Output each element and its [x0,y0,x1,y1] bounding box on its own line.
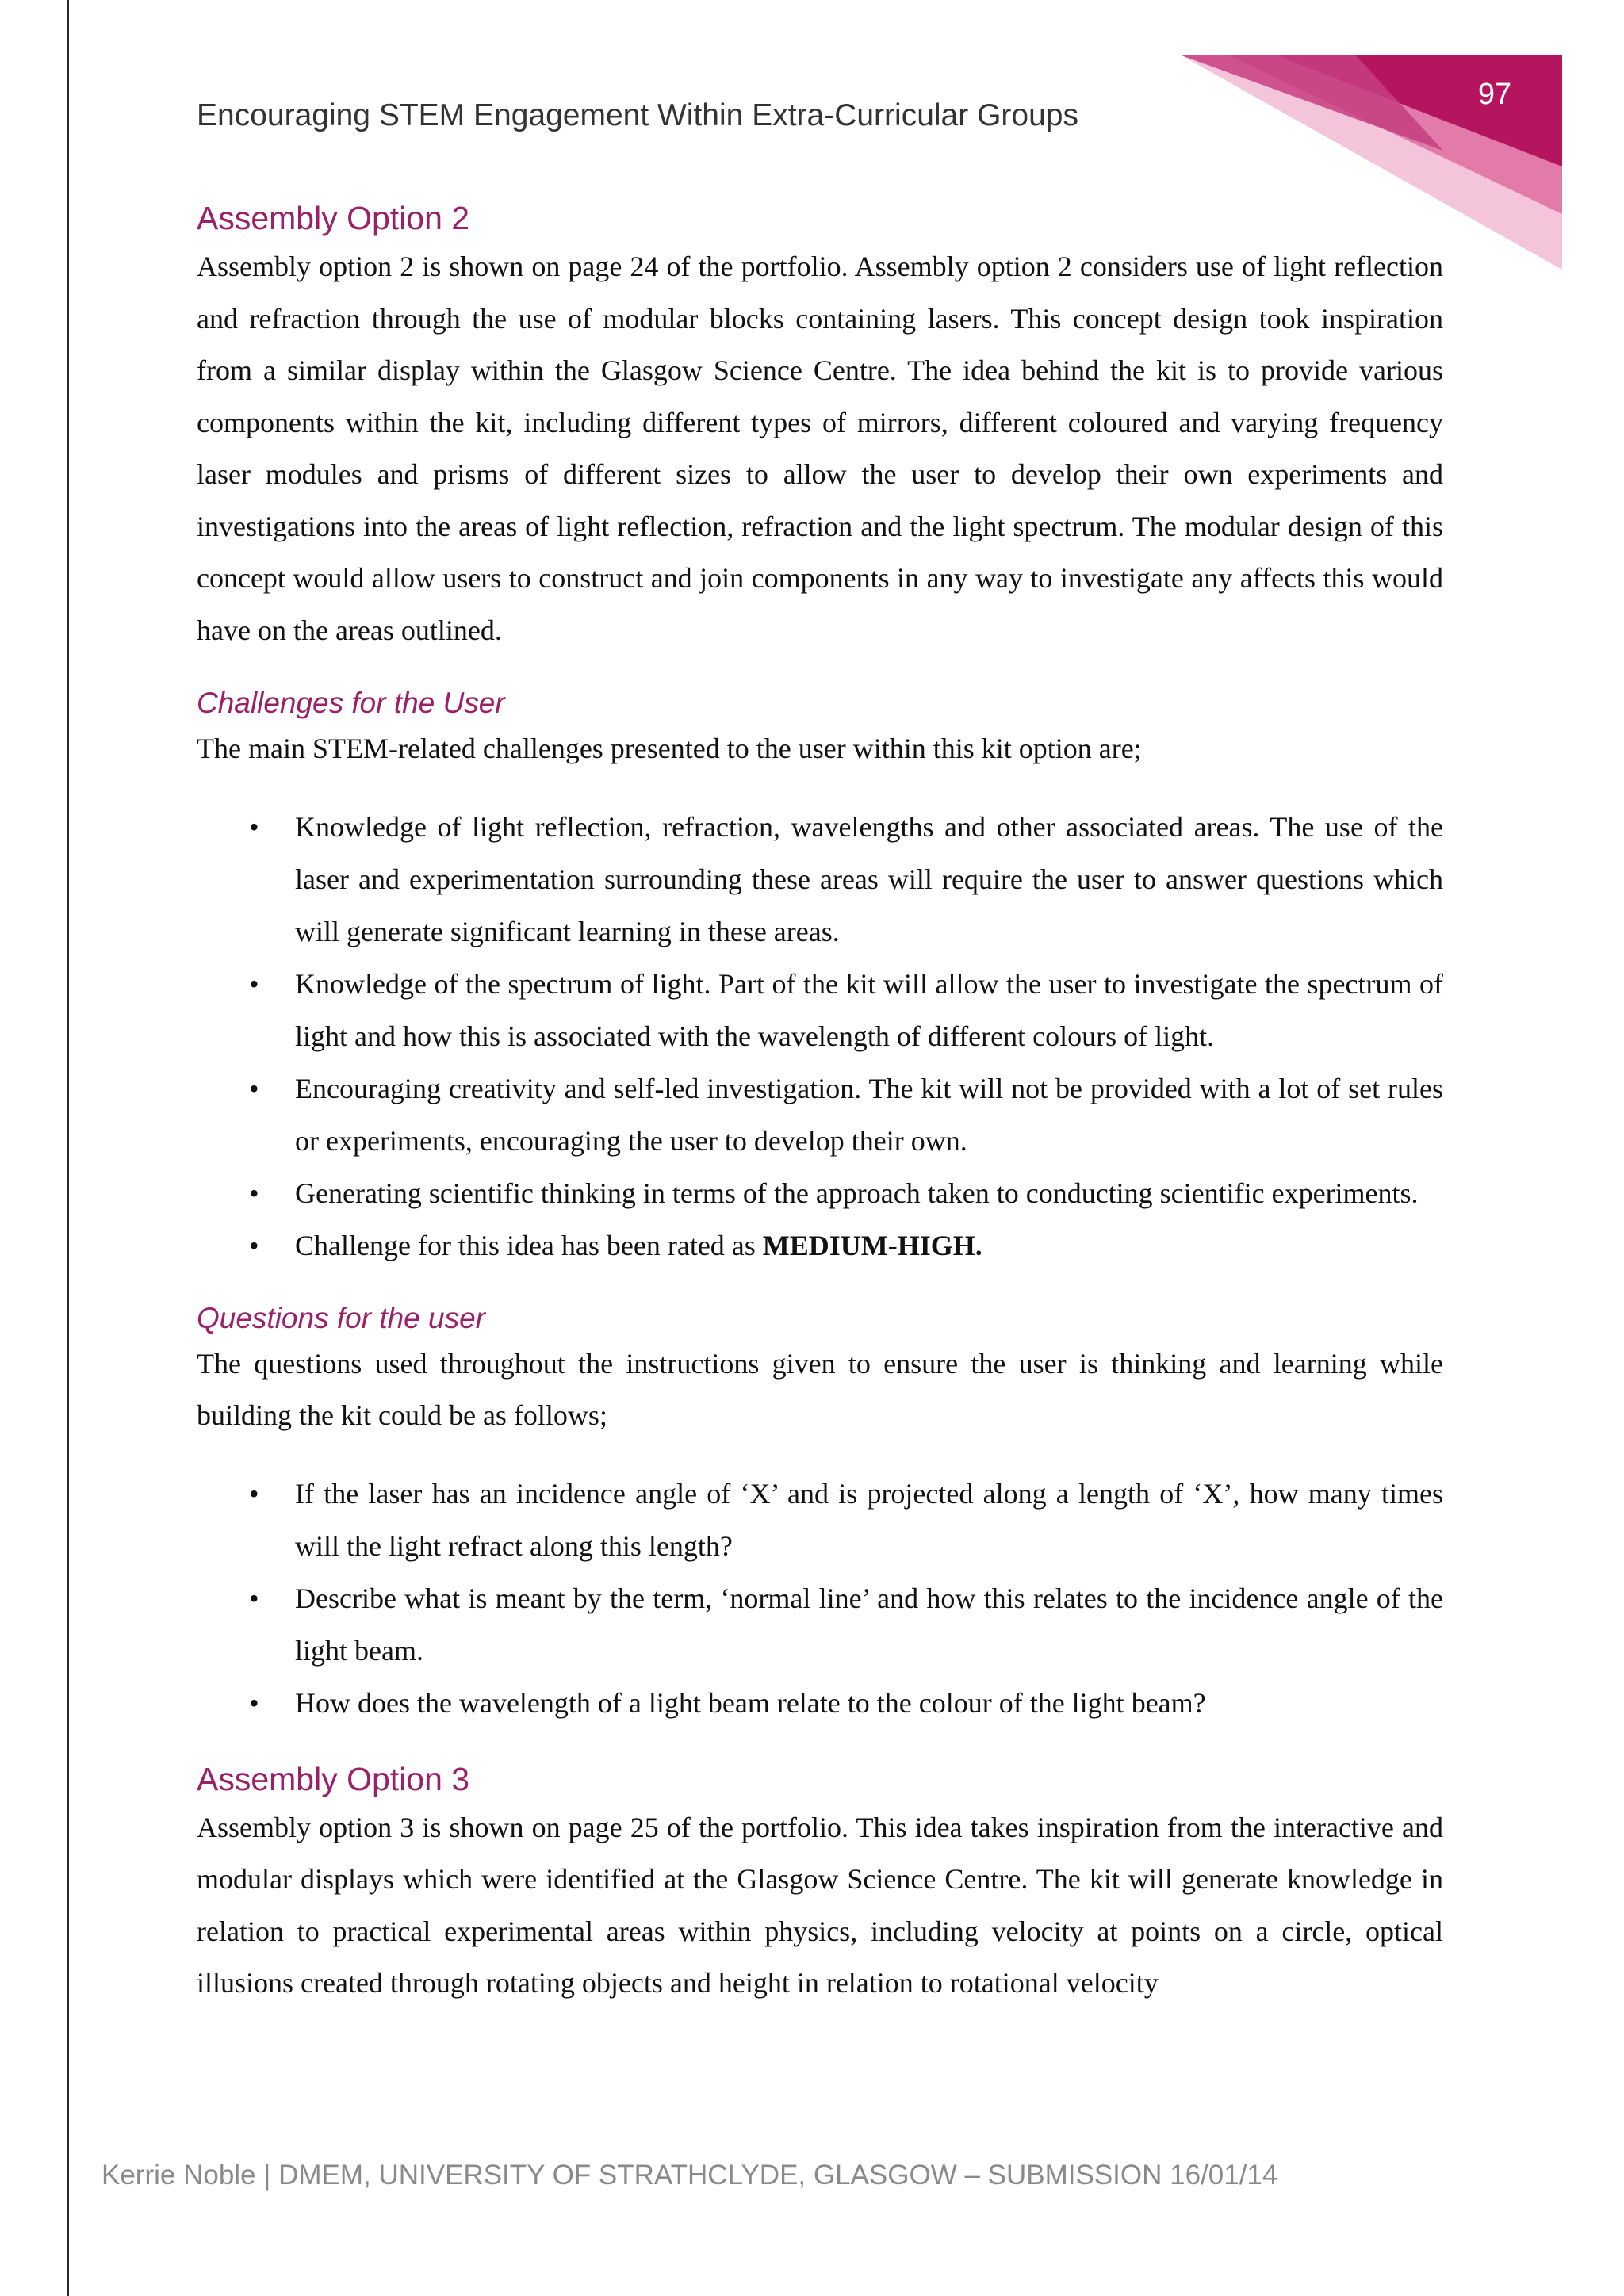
paragraph-assembly-option-3: Assembly option 3 is shown on page 25 of the portfolio. This idea takes inspiration from the interactive and modular displays which were identified at the Glasgow Science Centre. The kit will generate knowledge in relation to practical experimental areas within physics, including velocity at points on a circle, optical illusions created through rotating objects and height in relation to rotational velocity [197,1811,1443,1999]
page-number: 97 [1477,78,1512,111]
page-content [197,195,1443,2010]
list-item: • Describe what is meant by the term, ‘normal line’ and how this relates to the incidence angle of the light beam. [197,1572,1443,1677]
questions-list [197,1468,1443,1729]
subheading-challenges: Challenges for the User [197,687,505,719]
heading-assembly-option-2: Assembly Option 2 [197,200,470,236]
list-item-rating [197,1219,1443,1272]
list-item: • Generating scientific thinking in terms of the approach taken to conducting scientific experiments. [197,1167,1443,1219]
left-margin-rule [67,0,69,2296]
challenges-list [197,801,1443,1272]
questions-intro: The questions used throughout the instructions given to ensure the user is thinking and learning while building the kit could be as follows; [197,1347,1443,1431]
list-item: • Encouraging creativity and self-led investigation. The kit will not be provided with a lot of set rules or experiments, encouraging the user to develop their own. [197,1062,1443,1167]
heading-assembly-option-3: Assembly Option 3 [197,1760,470,1797]
challenges-intro: The main STEM-related challenges presented to the user within this kit option are; [197,733,1142,764]
subheading-questions: Questions for the user [197,1301,486,1334]
rating-prefix: Challenge for this idea has been rated as [295,1229,763,1261]
list-item: • Knowledge of the spectrum of light. Part of the kit will allow the user to investigate the spectrum of light and how this is associated with the wavelength of different colours of light. [197,958,1443,1062]
list-item: • How does the wavelength of a light beam relate to the colour of the light beam? [197,1677,1443,1729]
page-footer: Kerrie Noble | DMEM, UNIVERSITY OF STRATHCLYDE, GLASGOW – SUBMISSION 16/01/14 [102,2160,1278,2191]
rating-value: MEDIUM-HIGH. [762,1229,982,1261]
paragraph-assembly-option-2: Assembly option 2 is shown on page 24 of the portfolio. Assembly option 2 considers use of light reflection and refraction through the use of modular blocks containing lasers. This concept design took inspiration from a similar display within the Glasgow Science Centre. The idea behind the kit is to provide various components within the kit, including different types of mirrors, different coloured and varying frequency laser modules and prisms of different sizes to allow the user to develop their own experiments and investigations into the areas of light reflection, refraction and the light spectrum. The modular design of this concept would allow users to construct and join components in any way to investigate any affects this would have on the areas outlined. [197,251,1443,646]
running-header-title: Encouraging STEM Engagement Within Extra-Curricular Groups [197,98,1078,132]
list-item: • If the laser has an incidence angle of ‘X’ and is projected along a length of ‘X’, how many times will the light refract along this length? [197,1468,1443,1572]
list-item: • Knowledge of light reflection, refraction, wavelengths and other associated areas. The use of the laser and experimentation surrounding these areas will require the user to answer questions which will generate significant learning in these areas. [197,801,1443,958]
